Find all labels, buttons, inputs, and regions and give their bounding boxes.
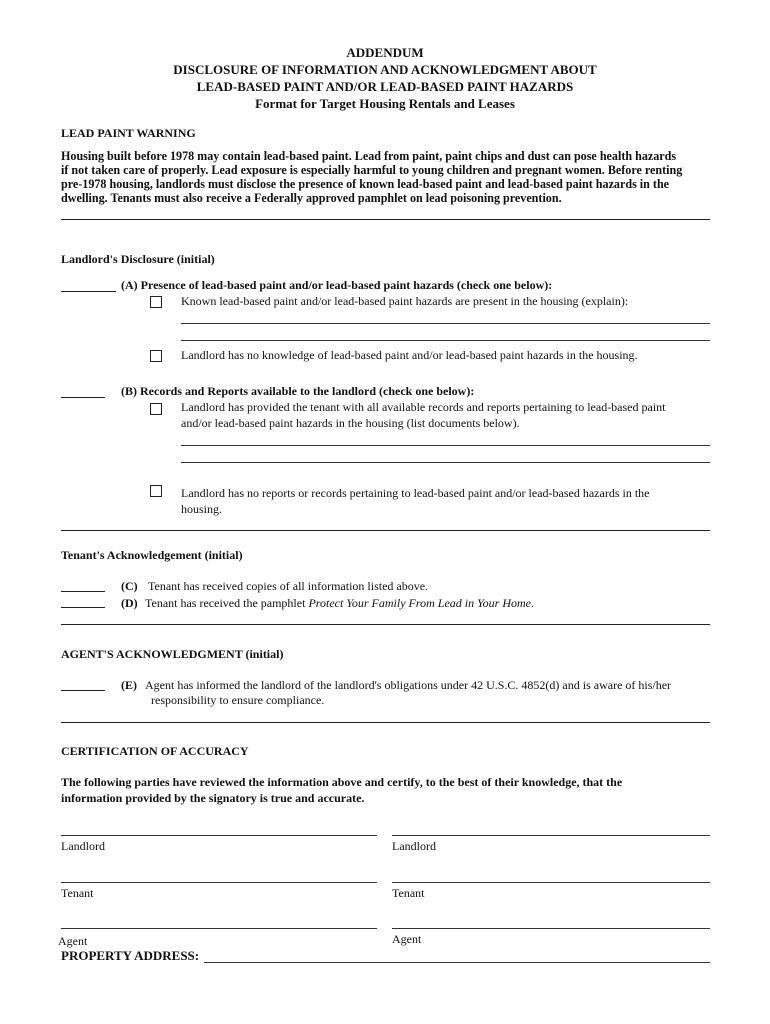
pamphlet-title: Protect Your Family From Lead in Your Home xyxy=(308,596,531,610)
signature-line-landlord-left[interactable] xyxy=(61,835,377,836)
section-b-title: (B) Records and Reports available to the landlord (check one below): xyxy=(121,384,475,398)
property-address-label: PROPERTY ADDRESS: xyxy=(61,948,200,963)
form-title-disclosure: DISCLOSURE OF INFORMATION AND ACKNOWLEDGMENT ABOUT xyxy=(173,62,597,77)
checkbox-records-provided[interactable] xyxy=(150,403,162,415)
explain-line-2[interactable] xyxy=(181,340,710,341)
section-a-title: (A) Presence of lead-based paint and/or lead-based paint hazards (check one below): xyxy=(121,278,553,292)
section-d-text-end: . xyxy=(531,596,534,610)
form-title-addendum: ADDENDUM xyxy=(346,45,424,60)
option-known-hazards: Known lead-based paint and/or lead-based paint hazards are present in the housing (explain): xyxy=(181,294,629,308)
section-c-text: Tenant has received copies of all information listed above. xyxy=(148,579,429,593)
section-c-label: (C) xyxy=(121,579,138,593)
section-divider xyxy=(61,624,710,625)
landlord-signature-label-right: Landlord xyxy=(392,839,436,853)
warning-heading: LEAD PAINT WARNING xyxy=(61,126,196,140)
documents-line-2[interactable] xyxy=(181,462,710,463)
warning-line-1: Housing built before 1978 may contain lead-based paint. Lead from paint, paint chips and dust can pose health hazards xyxy=(61,149,677,163)
option-no-knowledge: Landlord has no knowledge of lead-based paint and/or lead-based paint hazards in the housing. xyxy=(181,348,638,362)
option-records-provided-line-2: and/or lead-based paint hazards in the housing (list documents below). xyxy=(181,416,520,430)
tenant-signature-label-left: Tenant xyxy=(61,886,94,900)
signature-line-tenant-left[interactable] xyxy=(61,882,377,883)
agent-signature-label-left: Agent xyxy=(58,934,88,948)
initial-blank-e[interactable] xyxy=(61,690,105,691)
option-no-reports-line-1: Landlord has no reports or records pertaining to lead-based paint and/or lead-based hazards in the xyxy=(181,486,650,500)
agent-signature-label-right: Agent xyxy=(392,932,422,946)
signature-line-landlord-right[interactable] xyxy=(392,835,710,836)
section-divider xyxy=(61,530,710,531)
documents-line-1[interactable] xyxy=(181,445,710,446)
section-d-text xyxy=(145,596,534,611)
section-e-line-2: responsibility to ensure compliance. xyxy=(151,693,325,707)
section-e-line-1: Agent has informed the landlord of the landlord's obligations under 42 U.S.C. 4852(d) and is aware of his/her xyxy=(145,678,672,692)
initial-blank-a[interactable] xyxy=(61,291,116,292)
warning-line-4: dwelling. Tenants must also receive a Federally approved pamphlet on lead poisoning prevention. xyxy=(61,191,562,205)
section-d-label: (D) xyxy=(121,596,138,610)
signature-line-tenant-right[interactable] xyxy=(392,882,710,883)
section-e-label: (E) xyxy=(121,678,137,692)
form-title-lead-paint: LEAD-BASED PAINT AND/OR LEAD-BASED PAINT HAZARDS xyxy=(196,79,574,94)
section-divider xyxy=(61,219,710,220)
certification-heading: CERTIFICATION OF ACCURACY xyxy=(61,744,249,758)
initial-blank-c[interactable] xyxy=(61,591,105,592)
signature-line-agent-right[interactable] xyxy=(392,928,710,929)
initial-blank-b[interactable] xyxy=(61,397,105,398)
tenant-signature-label-right: Tenant xyxy=(392,886,425,900)
certification-line-2: information provided by the signatory is true and accurate. xyxy=(61,791,365,805)
checkbox-known-hazards[interactable] xyxy=(150,296,162,308)
option-records-provided-line-1: Landlord has provided the tenant with all available records and reports pertaining to lead-based paint xyxy=(181,400,666,414)
explain-line-1[interactable] xyxy=(181,323,710,324)
warning-line-2: if not taken care of properly. Lead exposure is especially harmful to young children and pregnant women. Before renting xyxy=(61,163,683,177)
option-no-reports-line-2: housing. xyxy=(181,502,223,516)
property-address-field[interactable] xyxy=(204,962,710,963)
initial-blank-d[interactable] xyxy=(61,607,105,608)
form-subtitle: Format for Target Housing Rentals and Leases xyxy=(255,96,515,111)
section-d-text-main: Tenant has received the pamphlet xyxy=(145,596,309,610)
agent-acknowledgment-heading: AGENT'S ACKNOWLEDGMENT (initial) xyxy=(61,647,284,661)
warning-line-3: pre-1978 housing, landlords must disclose the presence of known lead-based paint and lead-based paint hazards in the xyxy=(61,177,670,191)
landlord-disclosure-heading: Landlord's Disclosure (initial) xyxy=(61,252,215,266)
checkbox-no-reports[interactable] xyxy=(150,485,162,497)
checkbox-no-knowledge[interactable] xyxy=(150,350,162,362)
tenant-acknowledgement-heading: Tenant's Acknowledgement (initial) xyxy=(61,548,243,562)
certification-line-1: The following parties have reviewed the information above and certify, to the best of their knowledge, that the xyxy=(61,775,623,789)
landlord-signature-label-left: Landlord xyxy=(61,839,105,853)
section-divider xyxy=(61,722,710,723)
signature-line-agent-left[interactable] xyxy=(61,928,377,929)
